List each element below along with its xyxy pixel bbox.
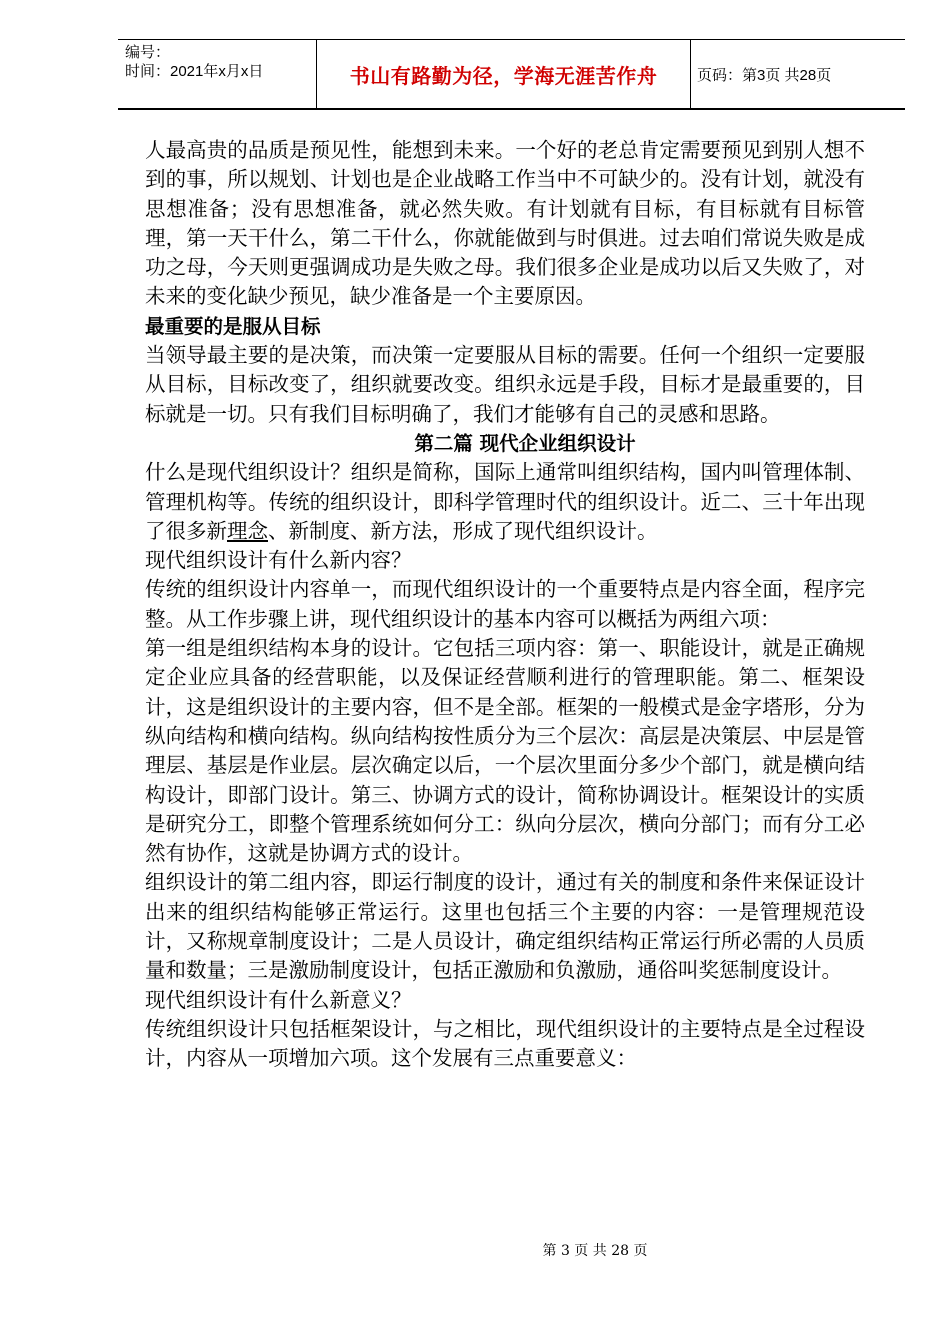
header-motto: 书山有路勤为径，学海无涯苦作舟	[316, 40, 691, 108]
page-footer: 第 3 页 共 28 页	[542, 1243, 648, 1259]
document-number-label: 编号：	[125, 44, 171, 61]
underlined-term: 理念	[227, 518, 268, 543]
paragraph-text: 、新制度、新方法，形成了现代组织设计。	[268, 518, 658, 543]
paragraph: 人最高贵的品质是预见性，能想到未来。一个好的老总肯定需要预见到别人想不到的事，所以规划、计划也是企业战略工作当中不可缺少的。没有计划，就没有思想准备；没有思想准备，就必然失败。有计划就有目标，有目标就有目标管理，第一天干什么，第二干什么，你就能做到与时俱进。过去咱们常说失败是成功之母，今天则更强调成功是失败之母。我们很多企业是成功以后又失败了，对未来的变化缺少预见，缺少准备是一个主要原因。	[145, 138, 865, 309]
chapter-title: 第二篇 现代企业组织设计	[414, 431, 636, 455]
paragraph: 传统组织设计只包括框架设计，与之相比，现代组织设计的主要特点是全过程设计，内容从一项增加六项。这个发展有三点重要意义：	[145, 1016, 865, 1071]
paragraph: 当领导最主要的是决策，而决策一定要服从目标的需要。任何一个组织一定要服从目标，目标改变了，组织就要改变。组织永远是手段，目标才是最重要的，目标就是一切。只有我们目标明确了，我们才能够有自己的灵感和思路。	[145, 343, 865, 426]
paragraph	[145, 458, 865, 546]
paragraph-text: 什么是现代组织设计？组织是简称，国际上通常叫组织结构，国内叫管理体制、管理机构等。传统的组织设计，即科学管理时代的组织设计。近二、三十年出现了很多新	[145, 460, 865, 543]
document-body	[145, 136, 865, 1074]
question-heading: 现代组织设计有什么新意义？	[145, 987, 412, 1012]
header-page-number: 页码：第3页 共28页	[697, 66, 832, 84]
paragraph: 传统的组织设计内容单一，而现代组织设计的一个重要特点是内容全面，程序完整。从工作步骤上讲，现代组织设计的基本内容可以概括为两组六项：	[145, 577, 865, 631]
paragraph: 第一组是组织结构本身的设计。它包括三项内容：第一、职能设计，就是正确规定企业应具备的经营职能，以及保证经营顺利进行的管理职能。第二、框架设计，这是组织设计的主要内容，但不是全部。框架的一般模式是金字塔形，分为纵向结构和横向结构。纵向结构按性质分为三个层次：高层是决策层、中层是管理层、基层是作业层。层次确定以后，一个层次里面分多少个部门，就是横向结构设计，即部门设计。第三、协调方式的设计，简称协调设计。框架设计的实质是研究分工，即整个管理系统如何分工：纵向分层次，横向分部门；而有分工必然有协作，这就是协调方式的设计。	[145, 636, 865, 866]
document-header	[118, 39, 905, 110]
document-date-label: 时间：2021年x月x日	[125, 63, 264, 80]
question-heading: 现代组织设计有什么新内容？	[145, 548, 412, 573]
section-heading: 最重要的是服从目标	[145, 314, 321, 338]
header-meta	[118, 40, 316, 108]
paragraph: 组织设计的第二组内容，即运行制度的设计，通过有关的制度和条件来保证设计出来的组织结构能够正常运行。这里也包括三个主要的内容：一是管理规范设计，又称规章制度设计；二是人员设计，确定组织结构正常运行所必需的人员质量和数量；三是激励制度设计，包括正激励和负激励，通俗叫奖惩制度设计。	[145, 870, 865, 983]
